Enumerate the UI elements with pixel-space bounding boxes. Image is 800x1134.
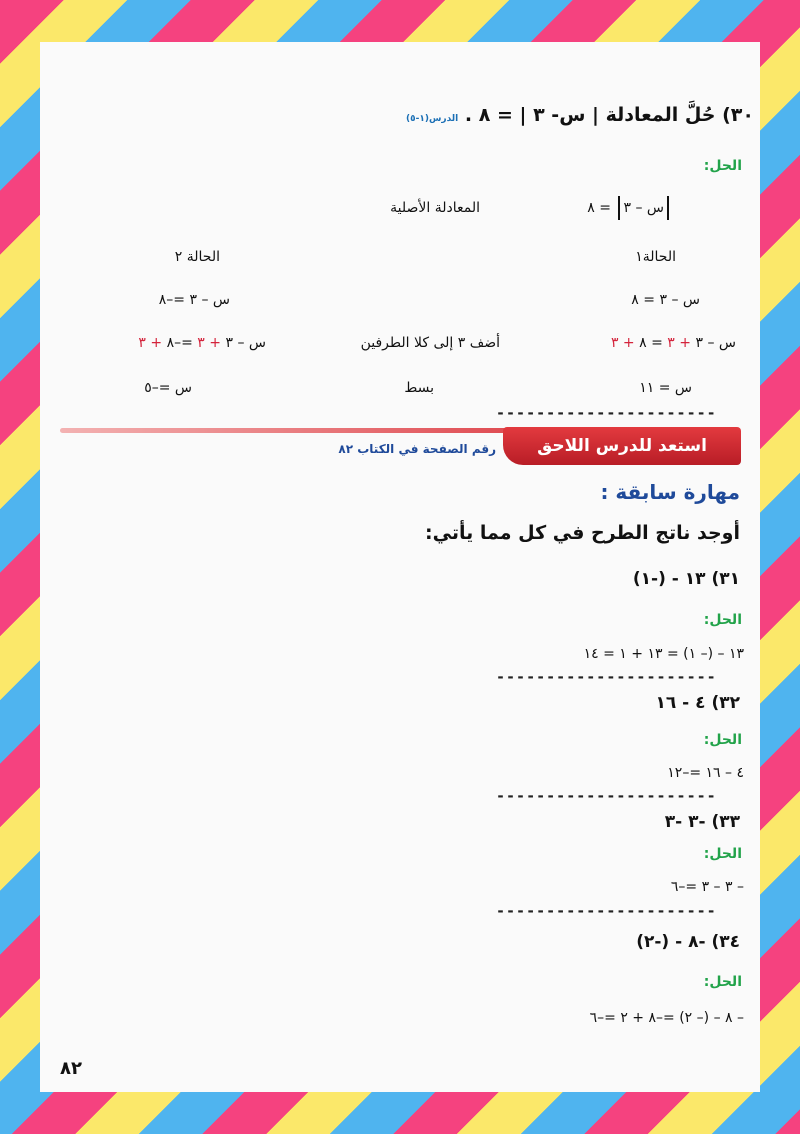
- q33-solution-label: الحل:: [703, 846, 742, 862]
- divider: ----------------------: [496, 668, 717, 686]
- page-sheet: [40, 42, 760, 1092]
- case1-step2: س – ٣ + ٣ = ٨ + ٣: [610, 335, 736, 351]
- q31-solution-label: الحل:: [703, 612, 742, 628]
- instruction: أوجد ناتج الطرح في كل مما يأتي:: [425, 522, 740, 544]
- page-number: ٨٢: [60, 1058, 82, 1079]
- original-equation-label: المعادلة الأصلية: [390, 200, 480, 216]
- case2-step1: س – ٣ =–٨: [158, 292, 230, 308]
- q32-header: ٣٢) ٤ - ١٦: [655, 693, 740, 713]
- q32-answer: ٤ – ١٦ =–١٢: [667, 765, 744, 781]
- divider: ----------------------: [496, 404, 717, 422]
- q34-header: ٣٤) -٨ - (-٢): [636, 932, 740, 952]
- case1-result: س = ١١: [639, 380, 692, 396]
- page-reference: رقم الصفحة في الكتاب ٨٢: [338, 442, 496, 456]
- abs-bar: [618, 196, 620, 220]
- case2-step2: س – ٣ + ٣ =–٨ + ٣: [138, 335, 266, 351]
- prior-skill-title: مهارة سابقة :: [600, 480, 740, 504]
- q34-solution-label: الحل:: [703, 974, 742, 990]
- q33-answer: – ٣ – ٣ =–٦: [670, 879, 744, 895]
- lesson-ref: الدرس(١-٥): [406, 114, 459, 124]
- next-lesson-banner: استعد للدرس اللاحق: [503, 427, 741, 465]
- case2-label: الحالة ٢: [174, 249, 220, 265]
- q33-header: ٣٣) -٣ -٣: [664, 812, 740, 832]
- q32-solution-label: الحل:: [703, 732, 742, 748]
- q30-solution-label: الحل:: [703, 158, 742, 174]
- case1-label: الحالة١: [635, 249, 676, 265]
- add-both-sides-label: أضف ٣ إلى كلا الطرفين: [360, 335, 500, 351]
- q31-answer: ١٣ – (– ١) = ١٣ + ١ = ١٤: [583, 646, 744, 662]
- abs-bar: [667, 196, 669, 220]
- q31-header: ٣١) ١٣ - (-١): [632, 569, 740, 589]
- original-equation: س – ٣ = ٨: [587, 196, 672, 220]
- case2-result: س =–٥: [144, 380, 192, 396]
- q30-header: ٣٠) حُلَّ المعادلة | س- ٣ | = ٨ . الدرس(١-٥): [406, 104, 754, 126]
- divider: ----------------------: [496, 787, 717, 805]
- case1-step1: س – ٣ = ٨: [631, 292, 700, 308]
- q34-answer: – ٨ – (– ٢) =–٨ + ٢ =–٦: [589, 1010, 744, 1026]
- divider: ----------------------: [496, 902, 717, 920]
- simplify-label: بسط: [404, 380, 434, 396]
